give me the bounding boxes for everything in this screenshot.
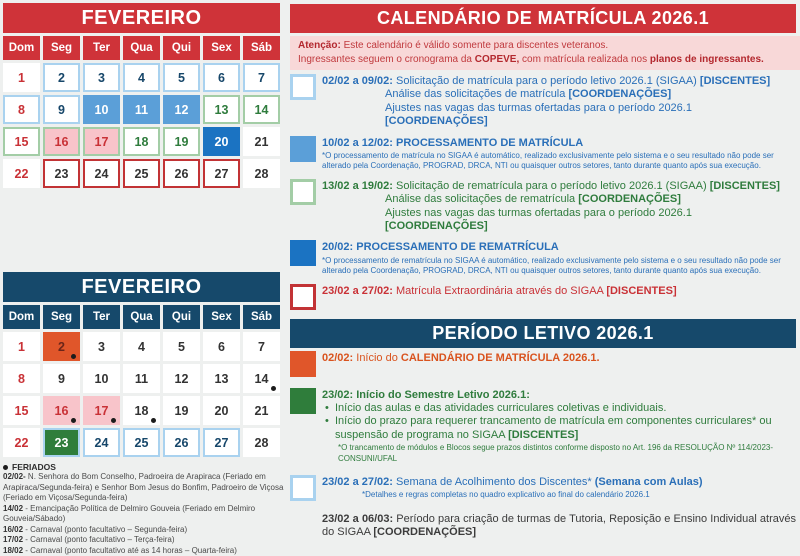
periodo-section — [290, 319, 796, 540]
text-line — [322, 256, 796, 277]
day-header: Sáb — [243, 36, 280, 60]
text-line — [298, 53, 792, 67]
day-cell-1: 1 — [3, 332, 40, 361]
day-cell-23: 23 — [43, 159, 80, 188]
text-segment: Semana de Acolhimento dos Discentes* — [392, 476, 595, 489]
day-cell-11: 11 — [123, 95, 160, 124]
day-cell-26: 26 — [163, 428, 200, 457]
text-segment: CALENDÁRIO DE MATRÍCULA — [400, 351, 560, 364]
day-header: Seg — [43, 305, 80, 329]
day-cell-25: 25 — [123, 428, 160, 457]
text-segment: 23/02 a 06/03: — [322, 513, 394, 526]
text-segment: *Detalhes e regras completas no quadro explicativo ao final do calendário 2026.1 — [362, 490, 650, 500]
text-segment: Início do prazo para requerer trancamento de matrícula em componentes curriculares* ou suspensão de programa no SIGAA — [335, 415, 772, 441]
text-segment: - Carnaval (ponto facultativo – Segunda-feira) — [23, 524, 188, 534]
day-cell-3: 3 — [83, 63, 120, 92]
text-segment: 13/02 a 19/02: — [322, 179, 393, 192]
feriados-lines — [3, 472, 284, 556]
text-line — [3, 546, 284, 556]
day-cell-15: 15 — [3, 127, 40, 156]
day-cell-5: 5 — [163, 63, 200, 92]
text-segment: Solicitação de rematrícula para o período letivo 2026.1 (SIGAA) — [392, 179, 710, 192]
text-segment: [COORDENAÇÕES] — [373, 526, 477, 539]
text-segment: Ingressantes seguem o cronograma da — [298, 53, 475, 65]
calendar-matricula — [3, 3, 280, 188]
day-cell-1: 1 — [3, 63, 40, 92]
matricula-section — [290, 4, 796, 310]
text-segment: [DISCENTES] — [508, 428, 579, 441]
text-segment: N. Senhora do Bom Conselho, Padroeira de Arapiraca (Feriado em Arapiraca/Segunda-feira) e Senhor Bom Jesus do Bonfim, Padroeiro de Viçosa (Feriado em Viçosa/Segunda-feira) — [3, 472, 284, 503]
day-cell-16: 16 — [43, 127, 80, 156]
legend-swatch-icon — [290, 475, 316, 501]
text-line — [322, 75, 796, 88]
text-segment: COPEVE, — [474, 53, 520, 65]
calendar-title: FEVEREIRO — [3, 3, 280, 33]
day-cell-28: 28 — [243, 159, 280, 188]
matricula-items — [290, 74, 796, 310]
text-segment: planos de ingressantes. — [649, 53, 764, 65]
day-cell-7: 7 — [243, 63, 280, 92]
calendar-title: FEVEREIRO — [3, 272, 280, 302]
item-text — [322, 179, 796, 234]
day-cell-22: 22 — [3, 159, 40, 188]
day-cell-8: 8 — [3, 95, 40, 124]
text-segment: 23/02 a 27/02: — [322, 476, 393, 489]
day-cell-6: 6 — [203, 63, 240, 92]
schedule-item — [290, 351, 796, 377]
text-segment: Ajustes nas vagas das turmas ofertadas para o período 2026.1 — [385, 206, 692, 219]
schedule-item — [290, 240, 796, 276]
text-line — [3, 535, 284, 546]
day-cell-12: 12 — [163, 95, 200, 124]
text-segment: [COORDENAÇÕES] — [568, 88, 672, 101]
schedule-item — [290, 512, 796, 540]
attention-note — [290, 36, 800, 70]
day-cell-8: 8 — [3, 364, 40, 393]
day-cell-24: 24 — [83, 159, 120, 188]
legend-swatch-icon — [290, 74, 316, 100]
text-segment: 18/02 — [3, 545, 24, 555]
day-cell-13: 13 — [203, 95, 240, 124]
calendar-grid — [3, 36, 280, 188]
text-line — [322, 389, 796, 402]
text-segment: Solicitação de matrícula para o período letivo 2026.1 (SIGAA) — [392, 75, 700, 87]
item-text — [322, 475, 796, 501]
matricula-section-title: CALENDÁRIO DE MATRÍCULA 2026.1 — [290, 4, 796, 33]
day-cell-27: 27 — [203, 428, 240, 457]
day-header: Qui — [163, 36, 200, 60]
day-header: Qua — [123, 305, 160, 329]
item-text — [322, 284, 796, 298]
text-segment: Início do — [353, 351, 401, 364]
item-text — [322, 512, 796, 540]
periodo-items — [290, 351, 796, 540]
text-segment: [COORDENAÇÕES] — [385, 220, 488, 233]
day-header: Sex — [203, 305, 240, 329]
text-line — [322, 443, 796, 464]
day-header: Ter — [83, 36, 120, 60]
schedule-column — [284, 0, 800, 547]
day-cell-19: 19 — [163, 396, 200, 425]
day-header: Dom — [3, 305, 40, 329]
text-segment: - Emancipação Política de Delmiro Gouveia (Feriado em Delmiro Gouveia/Sábado) — [3, 503, 256, 524]
day-cell-15: 15 — [3, 396, 40, 425]
schedule-item — [290, 136, 796, 172]
text-segment: *O processamento de matrícula no SIGAA é automático, realizado exclusivamente pelo sistema e o seu resultado não pode ser alterado pela Coordenação, PROGRAD, DRCA, NTI ou quaisquer outros setores, tanto durante quanto após sua execução. — [322, 151, 774, 171]
day-cell-16: 16 — [43, 396, 80, 425]
text-segment: Período para criação de turmas de Tutoria, Reposição e Ensino Individual através do SIGAA — [322, 513, 796, 539]
text-segment: [DISCENTES] — [699, 75, 771, 87]
day-header: Ter — [83, 305, 120, 329]
day-cell-20: 20 — [203, 127, 240, 156]
text-line — [322, 102, 796, 129]
item-text — [322, 388, 796, 464]
day-cell-10: 10 — [83, 95, 120, 124]
text-line — [3, 525, 284, 536]
day-cell-10: 10 — [83, 364, 120, 393]
text-segment: *O trancamento de módulos e Blocos segue prazos distintos conforme disposto no Art. 196 da RESOLUÇÃO Nº 114/2023-CONSUNI/UFAL — [338, 443, 774, 463]
text-segment: Este calendário é válido somente para discentes veteranos. — [340, 40, 609, 51]
text-line — [322, 207, 796, 234]
day-cell-18: 18 — [123, 127, 160, 156]
day-cell-3: 3 — [83, 332, 120, 361]
text-segment: *O processamento de rematrícula no SIGAA é automático, realizado exclusivamente pelo sistema e o seu resultado não pode ser alterado pela Coordenação, PROGRAD, DRCA, NTI ou quaisquer outros setores, tanto durante quanto após sua execução. — [322, 255, 781, 276]
text-segment: 16/02 — [3, 524, 24, 534]
holiday-dot-icon — [3, 465, 8, 470]
legend-swatch-icon — [290, 284, 316, 310]
text-segment: 14/02 — [3, 503, 24, 513]
text-segment: 23/02: Início do Semestre Letivo 2026.1: — [322, 388, 530, 401]
text-segment: 10/02 a 12/02: PROCESSAMENTO DE MATRÍCULA — [322, 136, 584, 149]
text-line — [322, 476, 796, 489]
text-line — [322, 415, 796, 442]
calendar-periodo-letivo — [3, 272, 280, 457]
day-header: Seg — [43, 36, 80, 60]
day-header: Qui — [163, 305, 200, 329]
calendars-column — [0, 0, 284, 555]
text-segment: (Semana com Aulas) — [594, 476, 703, 489]
day-header: Sáb — [243, 305, 280, 329]
text-segment: com matrícula realizada nos — [519, 53, 650, 65]
legend-swatch-icon — [290, 136, 316, 162]
text-line — [322, 285, 796, 298]
text-segment: [COORDENAÇÕES] — [385, 115, 488, 128]
text-line — [322, 137, 796, 150]
day-cell-9: 9 — [43, 95, 80, 124]
day-cell-5: 5 — [163, 332, 200, 361]
feriados-legend-title — [3, 462, 284, 472]
day-cell-4: 4 — [123, 63, 160, 92]
text-segment: Ajustes nas vagas das turmas ofertadas para o período 2026.1 — [385, 101, 692, 114]
schedule-item — [290, 179, 796, 234]
text-line — [322, 151, 796, 172]
text-segment: 02/02- — [3, 472, 26, 481]
day-cell-2: 2 — [43, 332, 80, 361]
calendar-grid — [3, 305, 280, 457]
text-segment: - Carnaval (ponto facultativo até as 14 horas – Quarta-feira) — [23, 545, 237, 555]
schedule-item — [290, 74, 796, 129]
day-header: Sex — [203, 36, 240, 60]
day-cell-21: 21 — [243, 127, 280, 156]
text-line — [298, 39, 792, 53]
text-segment: 02/02 a 09/02: — [322, 75, 393, 87]
text-segment: 23/02 a 27/02: — [322, 284, 393, 297]
day-cell-24: 24 — [83, 428, 120, 457]
periodo-section-title: PERÍODO LETIVO 2026.1 — [290, 319, 796, 348]
text-segment: [COORDENAÇÕES] — [578, 193, 681, 206]
item-text — [322, 240, 796, 276]
text-line — [322, 513, 796, 540]
day-cell-6: 6 — [203, 332, 240, 361]
text-line — [3, 504, 284, 525]
day-cell-27: 27 — [203, 159, 240, 188]
text-segment: Início das aulas e das atividades curriculares coletivas e individuais. — [335, 402, 667, 415]
day-cell-13: 13 — [203, 364, 240, 393]
day-header: Qua — [123, 36, 160, 60]
text-segment: Matrícula Extraordinária através do SIGAA — [392, 284, 607, 297]
feriados-legend — [3, 462, 284, 556]
day-cell-25: 25 — [123, 159, 160, 188]
text-segment: [DISCENTES] — [606, 284, 677, 297]
legend-swatch-icon — [290, 351, 316, 377]
text-line — [322, 402, 796, 415]
day-cell-18: 18 — [123, 396, 160, 425]
feriados-title-label: FERIADOS — [12, 462, 56, 472]
text-segment: Análise das solicitações de matrícula — [385, 88, 569, 101]
text-segment: - Carnaval (ponto facultativo – Terça-feira) — [23, 535, 175, 545]
text-segment: 20/02: PROCESSAMENTO DE REMATRÍCULA — [322, 241, 559, 254]
schedule-item — [290, 284, 796, 310]
day-cell-9: 9 — [43, 364, 80, 393]
day-cell-17: 17 — [83, 396, 120, 425]
day-cell-7: 7 — [243, 332, 280, 361]
text-segment: Atenção: — [298, 40, 341, 51]
day-cell-20: 20 — [203, 396, 240, 425]
text-line — [322, 88, 796, 101]
text-line — [322, 490, 796, 500]
text-line — [322, 352, 796, 365]
text-segment: 17/02 — [3, 535, 24, 545]
legend-swatch-icon — [290, 240, 316, 266]
day-cell-4: 4 — [123, 332, 160, 361]
day-cell-26: 26 — [163, 159, 200, 188]
legend-swatch-icon — [290, 388, 316, 414]
day-cell-21: 21 — [243, 396, 280, 425]
day-cell-14: 14 — [243, 364, 280, 393]
day-cell-28: 28 — [243, 428, 280, 457]
text-segment: 2026.1. — [559, 351, 600, 364]
day-cell-22: 22 — [3, 428, 40, 457]
legend-swatch-icon — [290, 179, 316, 205]
item-text — [322, 74, 796, 129]
text-segment: 02/02: — [322, 351, 354, 364]
text-line — [322, 180, 796, 193]
text-line — [322, 193, 796, 206]
item-text — [322, 351, 796, 365]
schedule-item — [290, 388, 796, 464]
day-cell-14: 14 — [243, 95, 280, 124]
day-cell-19: 19 — [163, 127, 200, 156]
day-header: Dom — [3, 36, 40, 60]
day-cell-2: 2 — [43, 63, 80, 92]
text-line — [3, 472, 284, 504]
day-cell-12: 12 — [163, 364, 200, 393]
day-cell-23: 23 — [43, 428, 80, 457]
text-segment: [DISCENTES] — [709, 179, 780, 192]
schedule-item — [290, 475, 796, 501]
day-cell-17: 17 — [83, 127, 120, 156]
text-line — [322, 241, 796, 254]
day-cell-11: 11 — [123, 364, 160, 393]
text-segment: Análise das solicitações de rematrícula — [385, 193, 579, 206]
item-text — [322, 136, 796, 172]
